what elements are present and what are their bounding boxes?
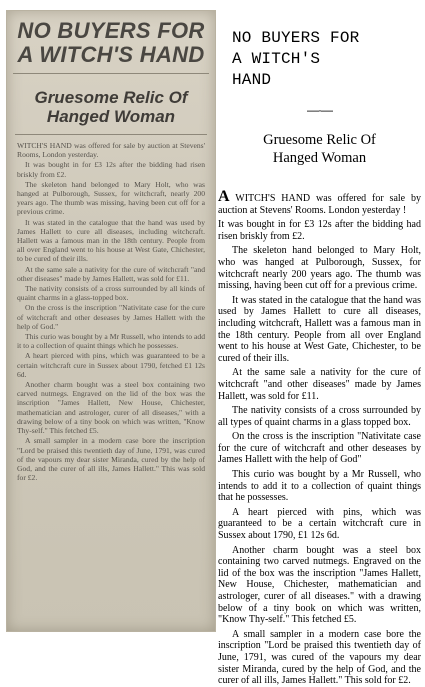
body-paragraph-5: At the same sale a nativity for the cure of witchcraft "and other diseases" made by James Hallett, was sold for £11.	[218, 367, 421, 402]
body-paragraph-3: The skeleton hand belonged to Mary Holt, who was hanged at Pulborough, Sussex, for witchcraft nearly 200 years ago. The thumb was missing, having been cut off for a previous crime.	[218, 245, 421, 292]
body-paragraph-11: A small sampler in a modern case bore the inscription "Lord be praised this twentieth day of June, 1791, was cured of the vapours my dear sister Miranda, cured by the help of God, and the curer of all ills, James Hallett." This sold for £2.	[218, 628, 421, 687]
clipping-paragraph: WITCH'S HAND was offered for sale by auction at Stevens' Rooms, London yesterday.	[17, 141, 205, 160]
clipping-headline-block	[13, 11, 209, 74]
transcription-body	[218, 188, 421, 687]
clipping-paragraph: This curio was bought by a Mr Russell, who intends to add it to a collection of quaint things which he possesses.	[17, 332, 205, 351]
clipping-divider	[15, 134, 207, 135]
drop-cap: A	[218, 188, 230, 205]
subheadline-line: Hanged Woman	[272, 150, 367, 166]
clipping-headline: NO BUYERS FOR A WITCH'S HAND	[17, 18, 205, 67]
body-paragraph-1	[218, 188, 421, 216]
paragraph-text: WITCH'S HAND was offered for sale by auction at Stevens' Rooms. London yesterday !	[218, 193, 421, 216]
body-paragraph-7: On the cross is the inscription "Nativitate case for the cure of witchcraft and other deseases by James Hallett with the help of God"	[218, 431, 421, 466]
clipping-paragraph: A small sampler in a modern case bore the inscription "Lord be praised this twentieth day of June, 1791, was cured of the vapours my dear sister Miranda, cured by the help of God, and the curer of all ills, James Hallett." This was sold for £2.	[17, 436, 205, 483]
clipping-body	[7, 141, 215, 482]
headline-line: NO BUYERS FOR	[232, 29, 360, 47]
clipping-paragraph: At the same sale a nativity for the cure of witchcraft "and other diseases" made by James Hallett, was sold for £11.	[17, 264, 205, 283]
clipping-paragraph: On the cross is the inscription "Nativitate case for the cure of witchcraft and other deseases by James Hallett with the help of God."	[17, 303, 205, 331]
clipping-paragraph: A heart pierced with pins, which was guaranteed to be a certain witchcraft cure in Sussex about 1790, fetched £1 12s 6d.	[17, 351, 205, 379]
body-paragraph-4: It was stated in the catalogue that the hand was used by James Hallett to cure all diseases, including witchcraft, Hallett was a famous man in the 18th century. People from all over England went to his house at West Gate, Chichester, to be cured of their ills.	[218, 294, 421, 364]
transcription-headline	[232, 28, 421, 91]
clipping-paragraph: It was stated in the catalogue that the hand was used by James Hallett to cure all diseases, including witchcraft. Hallett was a famous man in the 18th century. People from all over England went to his house at West Gate, Chichester, to be cured of their ills.	[17, 217, 205, 264]
body-paragraph-8: This curio was bought by a Mr Russell, who intends to add it to a collection of quaint things that he possesses.	[218, 469, 421, 504]
clipping-paragraph: The skeleton hand belonged to Mary Holt, who was hanged at Pulborough, Sussex, for witchcraft, nearly 200 years ago. The thumb was missing, having been cut off for a previous crime.	[17, 179, 205, 217]
clipping-paragraph: Another charm bought was a steel box containing two carved nutmegs. Engraved on the lid of the box was the inscription "James Hallett, New House, Chichester, mathematician and astrologer, curer of all diseases," with a drawing below of a tiny book on which was written, "Know Thy-self." This fetched £5.	[17, 380, 205, 436]
headline-divider: —·—	[307, 103, 332, 117]
subheadline-line: Gruesome Relic Of	[263, 132, 376, 148]
body-paragraph-2: It was bought in for £3 12s after the bidding had risen briskly from £2.	[218, 219, 421, 242]
headline-line: A WITCH'S	[232, 50, 321, 68]
body-paragraph-9: A heart pierced with pins, which was guaranteed to be a certain witchcraft cure in Sussex about 1790, £1 12s 6d.	[218, 506, 421, 542]
newspaper-clipping-scan	[6, 10, 216, 632]
transcription	[218, 28, 421, 687]
headline-line: HAND	[232, 71, 272, 89]
clipping-paragraph: It was bought in for £3 12s after the bidding had risen briskly from £2.	[17, 160, 205, 179]
clipping-paragraph: The nativity consists of a cross surrounded by all kinds of quaint charms in a glass-topped box.	[17, 284, 205, 303]
body-paragraph-10: Another charm bought was a steel box containing two carved nutmegs. Engraved on the lid of the box was the inscription "James Hallett, New House, Chichester, mathematician and astrologer, curer of all diseases." with a drawing below of a tiny book on which was written, "Know Thy-self." This fetched £5.	[218, 544, 421, 626]
clipping-subheadline: Gruesome Relic Of Hanged Woman	[34, 88, 188, 126]
transcription-subheadline	[218, 131, 421, 167]
body-paragraph-6: The nativity consists of a cross surrounded by all types of quaint charms in a glass topped box.	[218, 405, 421, 428]
